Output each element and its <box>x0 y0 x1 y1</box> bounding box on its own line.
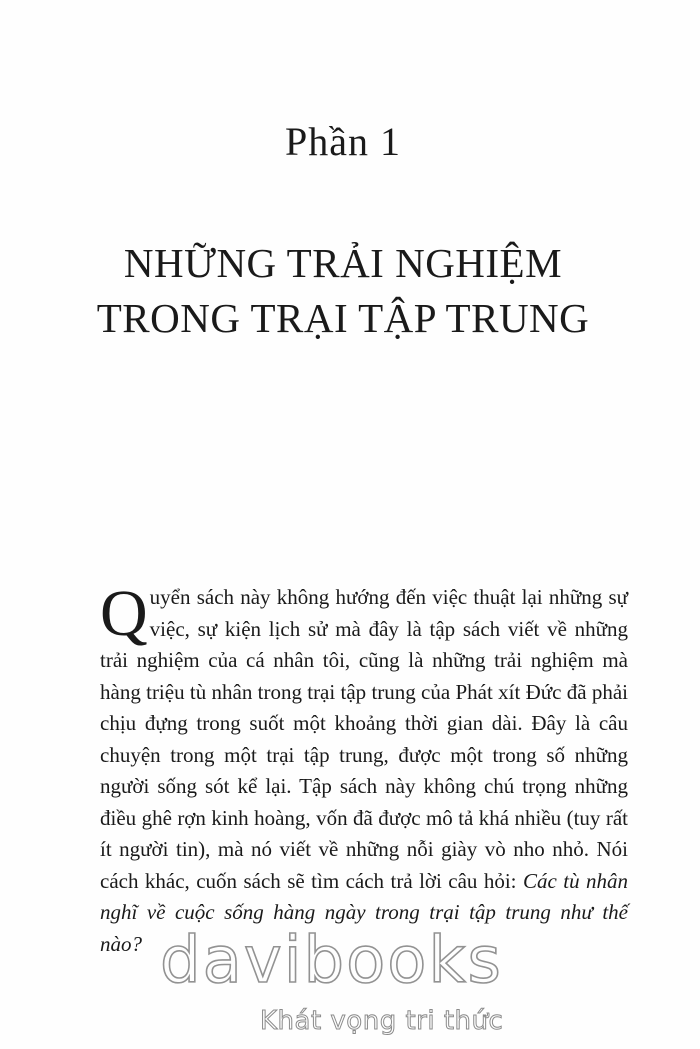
chapter-title <box>0 236 686 346</box>
chapter-title-line-2: TRONG TRẠI TẬP TRUNG <box>96 295 590 341</box>
body-main-text: uyển sách này không hướng đến việc thuật lại những sự việc, sự kiện lịch sử mà đây là tập sách viết về những trải nghiệm của cá nhân tôi, cũng là những trải nghiệm mà hàng triệu tù nhân trong trại tập trung của Phát xít Đức đã phải chịu đựng trong suốt một khoảng thời gian dài. Đây là câu chuyện trong một trại tập trung, được một trong số những người sống sót kể lại. Tập sách này không chú trọng những điều ghê rợn kinh hoàng, vốn đã được mô tả khá nhiều (tuy rất ít người tin), mà nó viết về những nỗi giày vò nho nhỏ. Nói cách khác, cuốn sách sẽ tìm cách trả lời câu hỏi: <box>100 585 628 893</box>
body-text <box>100 577 628 960</box>
body-question: Các tù nhân nghĩ về cuộc sống hàng ngày trong trại tập trung như thế nào? <box>100 868 628 956</box>
chapter-title-line-1: NHỮNG TRẢI NGHIỆM <box>123 240 563 286</box>
part-heading: Phần 1 <box>285 119 401 164</box>
watermark-brand: davibooks <box>160 924 503 998</box>
body-paragraph <box>100 577 628 960</box>
drop-cap: Q <box>100 577 148 650</box>
watermark-slogan: Khát vọng tri thức <box>260 1006 504 1036</box>
